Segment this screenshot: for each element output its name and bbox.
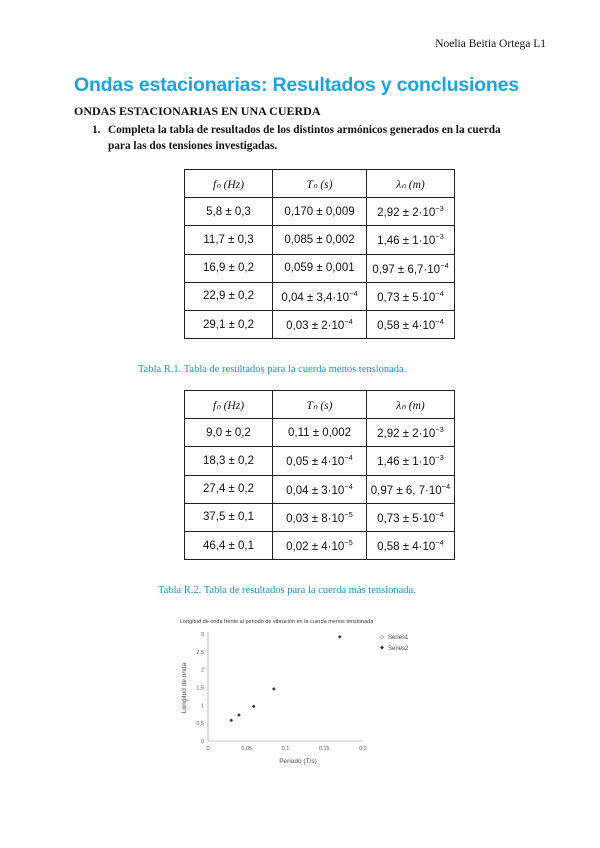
header-frequency: fₙ (Hz) (185, 170, 273, 198)
frequency-cell (185, 226, 273, 254)
page-title: Ondas estacionarias: Resultados y conclusiones (74, 74, 519, 96)
period-cell (273, 503, 367, 531)
frequency-cell (185, 531, 273, 559)
wavelength-cell (367, 310, 455, 338)
wavelength-cell (367, 198, 455, 226)
period-cell-value: 0,085 ± 0,002 (284, 233, 355, 246)
legend (380, 635, 408, 652)
y-tick-label: 3 (200, 632, 204, 638)
period-cell-value: 0,170 ± 0,009 (284, 205, 355, 218)
period-cell-value: 0,03 ± 8·10 (286, 512, 345, 525)
results-table-1 (184, 169, 455, 339)
wavelength-cell (367, 282, 455, 310)
y-tick-label: 0,5 (196, 721, 204, 728)
frequency-cell (185, 310, 273, 338)
table-2-caption: Tabla R.2. Tabla de resultados para la cuerda más tensionada. (158, 585, 416, 596)
y-tick-label: 1 (200, 703, 204, 710)
period-cell (273, 447, 367, 475)
table-header-row (185, 170, 455, 198)
header-period: Tₙ (s) (273, 391, 367, 419)
y-tick-label: 2 (200, 667, 204, 674)
wavelength-cell-value: 1,46 ± 1·10 (377, 235, 436, 248)
period-cell-value: 0,11 ± 0,002 (287, 426, 351, 439)
x-axis-label: Periodo (T/s) (279, 758, 317, 765)
wavelength-period-chart (178, 628, 408, 773)
period-cell (273, 226, 367, 254)
period-cell-value: 0,04 ± 3,4·10 (281, 291, 350, 304)
frequency-cell (185, 475, 273, 503)
frequency-cell-value: 11,7 ± 0,3 (203, 233, 254, 246)
frequency-cell (185, 254, 273, 282)
frequency-cell-value: 37,5 ± 0,1 (202, 511, 255, 524)
wavelength-cell-exponent: −3 (435, 453, 444, 463)
wavelength-cell (367, 226, 455, 254)
wavelength-cell-value: 0,73 ± 5·10 (377, 512, 436, 525)
x-tick-label: 0,15 (318, 746, 330, 752)
legend-marker-series1 (381, 636, 384, 639)
y-axis-label: Longitud de onda (181, 662, 188, 714)
question-text: Completa la tabla de resultados de los distintos armónicos generados en la cuerda para las dos tensiones investigadas. (108, 124, 501, 152)
period-cell-value: 0,02 ± 4·10 (286, 541, 345, 554)
table-row (185, 503, 455, 531)
wavelength-cell-exponent: −3 (435, 204, 444, 214)
wavelength-cell-exponent: −4 (435, 317, 444, 327)
header-period: Tₙ (s) (273, 170, 367, 198)
wavelength-cell-exponent: −3 (435, 425, 444, 435)
period-cell (273, 198, 367, 226)
y-tick-label: 0 (200, 739, 204, 745)
header-frequency: fₙ (Hz) (185, 391, 273, 419)
wavelength-cell-exponent: −4 (440, 260, 449, 270)
question-number: 1. (92, 124, 101, 136)
x-tick-label: 0 (206, 746, 210, 752)
wavelength-cell-exponent: −4 (435, 509, 444, 519)
table-row (185, 447, 455, 475)
table-row (185, 419, 455, 447)
period-cell (273, 310, 367, 338)
frequency-cell (185, 419, 273, 447)
legend-series2: Series2 (388, 646, 408, 652)
period-cell-exponent: −4 (344, 481, 353, 491)
x-tick-label: 0,1 (281, 746, 290, 752)
frequency-cell-value: 27,4 ± 0,2 (202, 483, 255, 496)
wavelength-cell-value: 2,92 ± 2·10 (377, 207, 436, 220)
table-row (185, 198, 455, 226)
frequency-cell (185, 503, 273, 531)
wavelength-cell-value: 0,58 ± 4·10 (377, 320, 436, 333)
question-1 (92, 123, 512, 154)
wavelength-cell-value: 0,58 ± 4·10 (377, 541, 436, 554)
wavelength-cell-value: 0,97 ± 6, 7·10 (370, 484, 442, 497)
wavelength-cell (367, 503, 455, 531)
table-1-caption: Tabla R.1. Tabla de resultados para la cuerda menos tensionada. (138, 364, 407, 375)
data-point-series2 (230, 719, 233, 722)
wavelength-cell-value: 0,73 ± 5·10 (377, 291, 436, 304)
table-row (185, 531, 455, 559)
frequency-cell-value: 9,0 ± 0,2 (206, 426, 251, 439)
wavelength-cell (367, 475, 455, 503)
data-point-series2 (237, 713, 240, 716)
wavelength-cell-value: 1,46 ± 1·10 (377, 456, 436, 469)
frequency-cell (185, 198, 273, 226)
y-tick-label: 1,5 (196, 685, 204, 692)
wavelength-cell-exponent: −4 (435, 288, 444, 298)
wavelength-cell (367, 531, 455, 559)
table-header-row (185, 391, 455, 419)
table-row (185, 254, 455, 282)
period-cell (273, 475, 367, 503)
period-cell-exponent: −4 (344, 453, 353, 463)
results-table-2 (184, 390, 455, 560)
data-point-series2 (272, 687, 275, 690)
wavelength-cell-value: 2,92 ± 2·10 (377, 428, 436, 441)
frequency-cell-value: 22,9 ± 0,2 (202, 290, 255, 303)
chart-title: Longitud de onda frente al periodo de vibración en la cuerda menos tensionada (180, 619, 374, 625)
table-row (185, 226, 455, 254)
period-cell (273, 531, 367, 559)
period-cell-exponent: −4 (349, 288, 358, 298)
data-point-series2 (252, 705, 255, 708)
x-tick-label: 0,2 (359, 746, 367, 752)
period-cell (273, 254, 367, 282)
table-row (185, 310, 455, 338)
period-cell-exponent: −5 (344, 538, 353, 548)
data-point-series2 (338, 635, 341, 638)
period-cell (273, 282, 367, 310)
x-tick-label: 0,05 (241, 746, 253, 752)
period-cell (273, 419, 367, 447)
wavelength-cell (367, 419, 455, 447)
frequency-cell (185, 282, 273, 310)
header-wavelength: λₙ (m) (367, 170, 455, 198)
table-row (185, 475, 455, 503)
header-wavelength: λₙ (m) (367, 391, 455, 419)
wavelength-cell-exponent: −3 (435, 232, 444, 242)
period-cell-exponent: −5 (344, 509, 353, 519)
wavelength-cell (367, 254, 455, 282)
frequency-cell-value: 5,8 ± 0,3 (206, 205, 251, 218)
frequency-cell-value: 29,1 ± 0,2 (202, 318, 255, 331)
period-cell-value: 0,04 ± 3·10 (286, 484, 345, 497)
frequency-cell-value: 46,4 ± 0,1 (202, 539, 255, 552)
wavelength-cell-exponent: −4 (435, 538, 444, 548)
period-cell-value: 0,059 ± 0,001 (284, 262, 355, 275)
section-subtitle: ONDAS ESTACIONARIAS EN UNA CUERDA (74, 104, 321, 118)
legend-series1: Series1 (388, 635, 408, 641)
y-tick-label: 2,5 (196, 649, 204, 656)
table-row (185, 282, 455, 310)
period-cell-exponent: −4 (344, 317, 353, 327)
period-cell-value: 0,05 ± 4·10 (286, 456, 345, 469)
header-author: Noelia Beitia Ortega L1 (435, 38, 546, 50)
frequency-cell-value: 16,9 ± 0,2 (202, 262, 255, 275)
period-cell-value: 0,03 ± 2·10 (286, 320, 345, 333)
frequency-cell (185, 447, 273, 475)
wavelength-cell-exponent: −4 (441, 481, 451, 491)
wavelength-cell (367, 447, 455, 475)
frequency-cell-value: 18,3 ± 0,2 (202, 454, 255, 467)
wavelength-cell-value: 0,97 ± 6,7·10 (372, 263, 441, 276)
legend-marker-series2 (380, 646, 384, 650)
